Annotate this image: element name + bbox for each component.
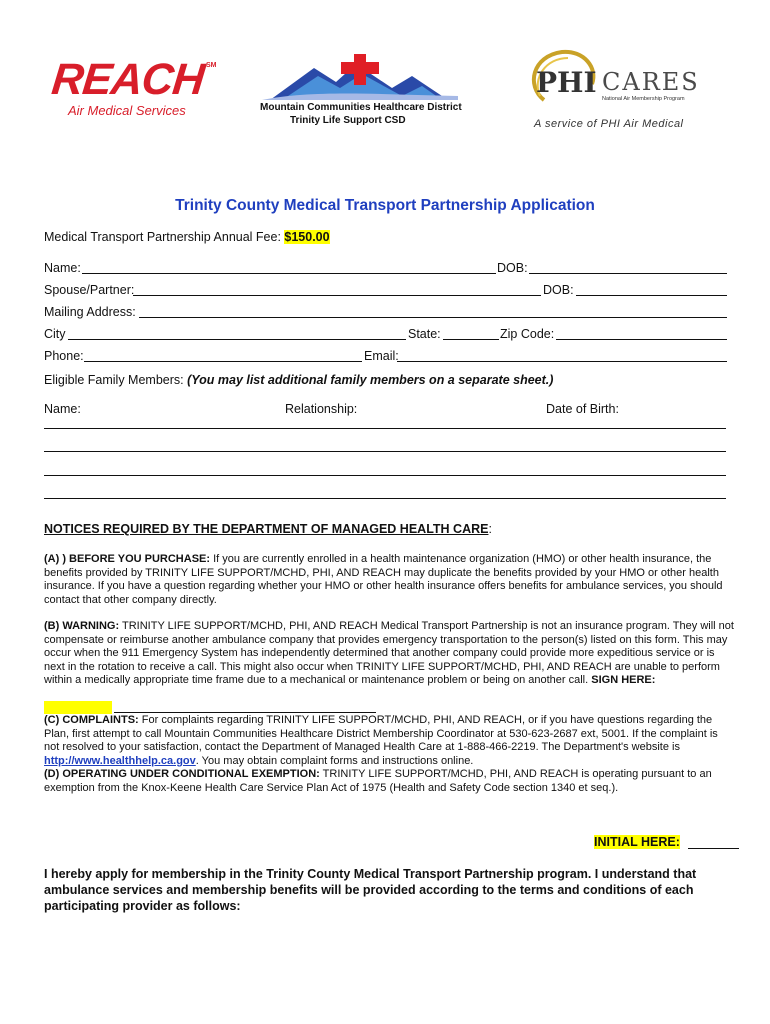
family-members-line <box>44 373 553 387</box>
application-statement: I hereby apply for membership in the Trinity County Medical Transport Partnership program. I understand that ambulance services and membership benefits will be provided according to the terms and conditions of each participating provider as follows: <box>44 867 697 913</box>
phi-service-line: A service of PHI Air Medical <box>534 118 684 130</box>
initial-here-label: INITIAL HERE: <box>594 835 680 849</box>
zip-code-label: Zip Code: <box>500 327 555 341</box>
zip-code-field[interactable] <box>556 339 727 340</box>
notice-c-label: (C) COMPLAINTS: <box>44 714 139 726</box>
family-row-1[interactable] <box>44 428 726 429</box>
signature-field[interactable] <box>114 712 376 713</box>
notice-a-label: (A) ) BEFORE YOU PURCHASE: <box>44 553 211 565</box>
name-field[interactable] <box>82 273 496 274</box>
state-field[interactable] <box>443 339 499 340</box>
svg-text:PHI: PHI <box>536 66 597 99</box>
initial-here-line <box>594 835 680 849</box>
spouse-field[interactable] <box>133 295 541 296</box>
notice-a <box>44 553 734 607</box>
phi-cares-logo <box>522 48 722 134</box>
spouse-dob-label: DOB: <box>543 283 574 297</box>
mountain-cross-icon <box>252 54 472 102</box>
spouse-label: Spouse/Partner: <box>44 283 135 297</box>
name-label: Name: <box>44 261 81 275</box>
reach-logo-subtitle: Air Medical Services <box>68 103 186 118</box>
notice-b <box>44 620 734 688</box>
notice-c-text: For complaints regarding TRINITY LIFE SUPPORT/MCHD, PHI, AND REACH, or if you have questions regarding the Plan, first attempt to call Mountain Communities Healthcare District Membership Coordinator at 530-623-2687 ext, 5001. If the complaint is not resolved to your satisfaction, contact the Department of Managed Health Care at 1-888-466-2219. The Department's website is <box>44 714 718 754</box>
reach-service-mark: SM <box>206 62 217 69</box>
notice-d-label: (D) OPERATING UNDER CONDITIONAL EXEMPTION: <box>44 768 320 780</box>
initial-field[interactable] <box>688 848 739 849</box>
dmhc-website-link[interactable]: http://www.healthhelp.ca.gov <box>44 754 196 767</box>
annual-fee-label: Medical Transport Partnership Annual Fee: <box>44 230 285 244</box>
family-row-4[interactable] <box>44 498 726 499</box>
notices-heading: NOTICES REQUIRED BY THE DEPARTMENT OF MANAGED HEALTH CARE <box>44 522 489 536</box>
family-members-note: (You may list additional family members on a separate sheet.) <box>187 373 554 387</box>
family-col-relationship: Relationship: <box>285 402 358 416</box>
notice-a-text: If you are currently enrolled in a health maintenance organization (HMO) or other health insurance, the benefits provided by TRINITY LIFE SUPPORT/MCHD, PHI, AND REACH may duplicate the benefits provided by your HMO or other health insurance. If you have a question regarding whether your HMO or other health insurance offers benefits for ambulance services, you should contact that other company directly. <box>44 553 723 606</box>
family-col-name: Name: <box>44 402 81 416</box>
reach-logo <box>49 55 222 120</box>
notice-d-text: TRINITY LIFE SUPPORT/MCHD, PHI, AND REACH is operating pursuant to an exemption from the Knox-Keene Health Care Service Plan Act of 1975 (Health and Safety Code section 1340 et seq.). <box>44 768 712 794</box>
mchd-sub-name: Trinity Life Support CSD <box>290 115 406 126</box>
annual-fee-amount: $150.00 <box>284 230 330 244</box>
phone-field[interactable] <box>84 361 362 362</box>
phi-cares-wordmark: CARES <box>602 68 700 96</box>
phone-label: Phone: <box>44 349 84 363</box>
notices-heading-line <box>44 522 492 536</box>
phi-tagline: National Air Membership Program <box>602 96 685 102</box>
family-members-label: Eligible Family Members: <box>44 373 188 387</box>
reach-logo-wordmark: REACH <box>49 55 207 104</box>
annual-fee-line <box>44 230 330 244</box>
email-label: Email: <box>364 349 399 363</box>
sign-here-highlight <box>44 701 112 714</box>
notice-d <box>44 768 734 795</box>
mailing-address-field[interactable] <box>139 317 727 318</box>
sign-here-label: SIGN HERE: <box>591 674 656 687</box>
notice-c-text-after: . You may obtain complaint forms and instructions online. <box>195 754 474 767</box>
dob-field[interactable] <box>529 273 727 274</box>
mchd-logo <box>252 54 472 130</box>
spouse-dob-field[interactable] <box>576 295 727 296</box>
mchd-name: Mountain Communities Healthcare District <box>260 102 462 113</box>
notice-c <box>44 714 734 768</box>
family-row-2[interactable] <box>44 451 726 452</box>
email-field[interactable] <box>397 361 727 362</box>
mailing-address-label: Mailing Address: <box>44 305 136 319</box>
page-title: Trinity County Medical Transport Partnership Application <box>175 197 595 214</box>
notice-b-text: TRINITY LIFE SUPPORT/MCHD, PHI, AND REACH Medical Transport Partnership is not an insurance program. They will not compensate or reimburse another ambulance company that provides emergency transportation to the person(s) listed on this form. This may occur when the 911 Emergency System has independently determined that another company could provide more expeditious service or is next in the rotation to receive a call. This might also occur when TRINITY LIFE SUPPORT/MCHD, PHI, AND REACH are unable to perform within a medically appropriate time frame due to a mechanical or maintenance problem or being on another call. <box>44 620 734 687</box>
family-col-dob: Date of Birth: <box>546 402 619 416</box>
city-label: City <box>44 327 66 341</box>
notice-b-label: (B) WARNING: <box>44 620 120 632</box>
state-label: State: <box>408 327 441 341</box>
dob-label: DOB: <box>497 261 528 275</box>
phi-emblem-icon <box>522 48 602 108</box>
family-row-3[interactable] <box>44 475 726 476</box>
city-field[interactable] <box>68 339 406 340</box>
notices-heading-colon: : <box>488 522 492 536</box>
